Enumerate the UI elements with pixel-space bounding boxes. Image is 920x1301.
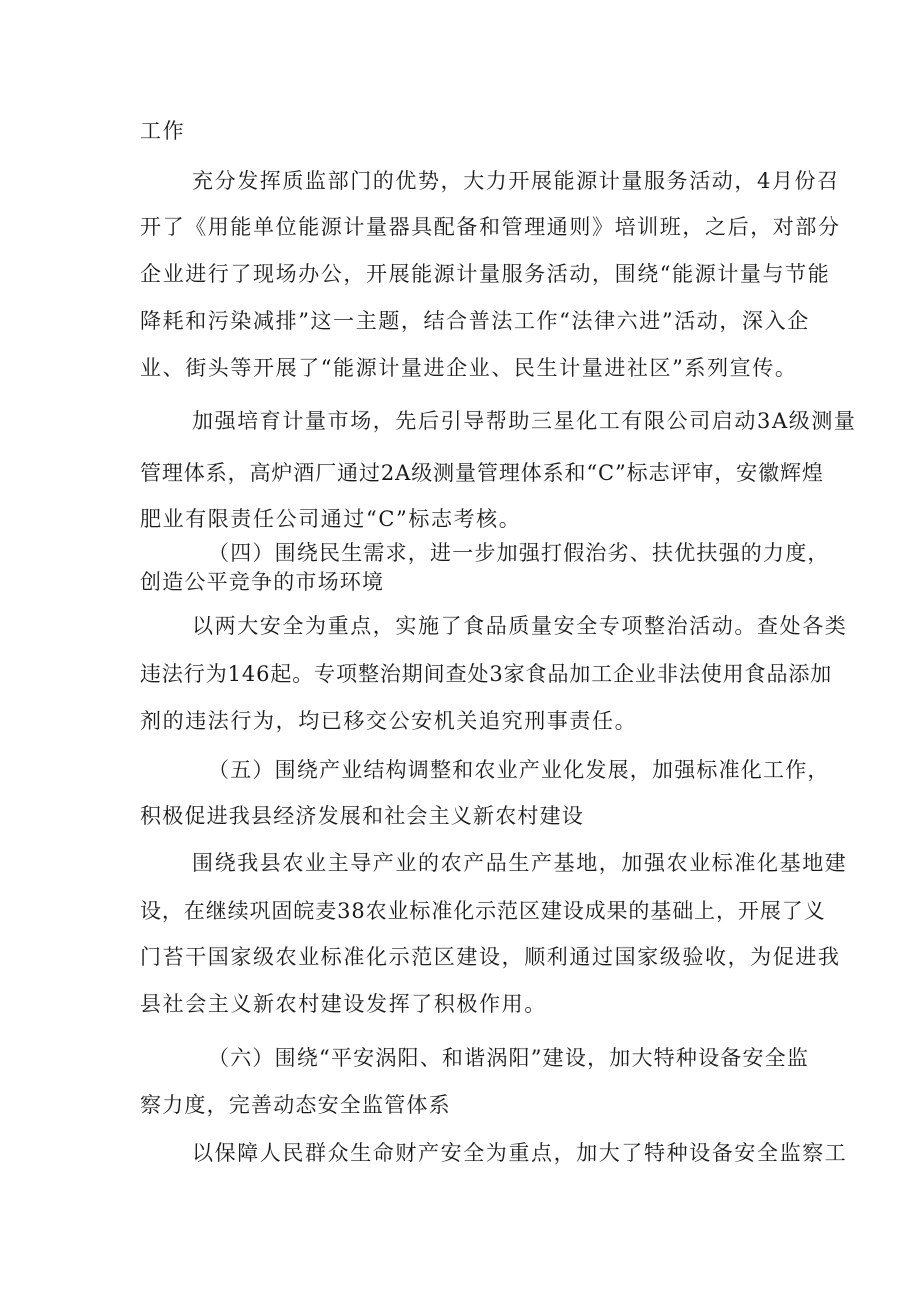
text-line: 肥业有限责任公司通过“C”标志考核。 bbox=[140, 507, 522, 531]
text-line: 企业进行了现场办公，开展能源计量服务活动，围绕“能源计量与节能 bbox=[140, 262, 831, 286]
paragraph-first-line: 以两大安全为重点，实施了食品质量安全专项整治活动。查处各类 bbox=[192, 614, 848, 638]
text-line: 县社会主义新农村建设发挥了积极作用。 bbox=[140, 992, 547, 1016]
text-line: 违法行为146起。专项整治期间查处3家食品加工企业非法使用食品添加 bbox=[140, 662, 833, 686]
paragraph-first-line: 以保障人民群众生命财产安全为重点，加大了特种设备安全监察工 bbox=[192, 1141, 848, 1165]
text-line: 开了《用能单位能源计量器具配备和管理通则》培训班，之后，对部分 bbox=[140, 215, 841, 239]
text-line: 降耗和污染减排”这一主题，结合普法工作“法律六进”活动，深入企 bbox=[140, 309, 810, 333]
section-heading: （五）围绕产业结构调整和农业产业化发展，加强标准化工作， bbox=[208, 758, 830, 782]
section-heading: 创造公平竞争的市场环境 bbox=[140, 570, 385, 594]
text-line: 工作 bbox=[140, 119, 186, 143]
text-line: 剂的违法行为，均已移交公安机关追究刑事责任。 bbox=[140, 709, 638, 733]
section-heading: （六）围绕“平安涡阳、和谐涡阳”建设，加大特种设备安全监 bbox=[208, 1046, 810, 1070]
paragraph-first-line: 充分发挥质监部门的优势，大力开展能源计量服务活动，4月份召 bbox=[192, 169, 840, 193]
text-line: 业、街头等开展了“能源计量进企业、民生计量进社区”系列宣传。 bbox=[140, 356, 798, 380]
text-line: 设，在继续巩固皖麦38农业标准化示范区建设成果的基础上，开展了义 bbox=[140, 899, 826, 923]
paragraph-first-line: 加强培育计量市场，先后引导帮助三星化工有限公司启动3A级测量 bbox=[192, 409, 857, 433]
section-heading: （四）围绕民生需求，进一步加强打假治劣、扶优扶强的力度， bbox=[208, 541, 830, 565]
text-line: 门苔干国家级农业标准化示范区建设，顺利通过国家级验收，为促进我 bbox=[140, 945, 841, 969]
section-heading: 积极促进我县经济发展和社会主义新农村建设 bbox=[140, 804, 584, 828]
section-heading: 察力度，完善动态安全监管体系 bbox=[140, 1093, 451, 1117]
paragraph-first-line: 围绕我县农业主导产业的农产品生产基地，加强农业标准化基地建 bbox=[192, 851, 848, 875]
text-line: 管理体系，高炉酒厂通过2A级测量管理体系和“C”标志评审，安徽辉煌 bbox=[140, 461, 824, 485]
